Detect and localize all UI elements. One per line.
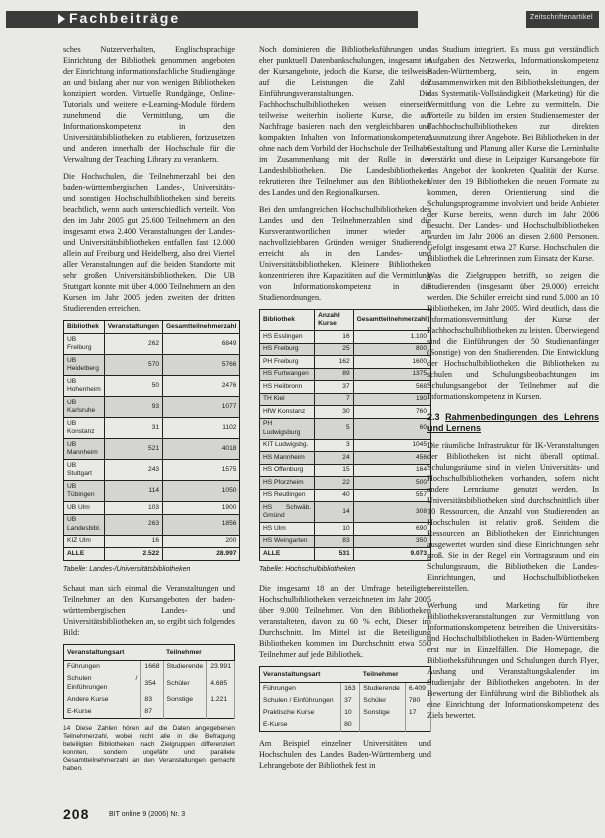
table-cell: 2476 <box>163 376 240 397</box>
table-cell: 690 <box>353 523 430 536</box>
table-cell: 780 <box>405 695 430 707</box>
table-cell: 760 <box>353 406 430 419</box>
table-cell: 25 <box>315 343 353 356</box>
table-row <box>260 439 431 452</box>
table-cell: 10 <box>315 523 353 536</box>
table-row <box>64 355 240 376</box>
table-cell: 1575 <box>163 460 240 481</box>
paragraph: Die räumliche Infrastruktur für IK-Veranstaltungen der Bibliotheken ist nicht überall optimal. Schulungsräume sind in vielen Universitäts- und Hochschulbibliotheken vorhanden, sofern nicht andere Lernräume genutzt werden. In Universitätsbibliotheken sind durchschnittlich über 10 Ressourcen, die Anzahl von Studierenden an Hochschulen ist relativ groß. Seitdem die Ressourcen an Bibliotheken der Einrichtungen ausgewertet wurden sind diese Einrichtungen sehr groß. Sie in der Regel ein Vortragsraum und ein Schulungsraum, die Bibliotheken die Landes-Einrichtungen, und Hochschulbibliotheken bereitstellen. <box>427 441 599 593</box>
table-cell: HS Reutlingen <box>260 489 315 502</box>
table-cell: UB Konstanz <box>64 418 105 439</box>
paragraph: Die insgesamt 18 an der Umfrage beteiligten Hochschulbibliotheken verzeichneten im Jahr 2005 über 9.000 Teilnehmer. Von den Bibliotheken veranstalteten, davon zu 60 % echt, Dieser im Durchschnitt. Im Mittel ist die Beteiligung Bibliotheken kommen im Durchschnitt etwa 550 Teilnehmer auf jede Bibliothek. <box>259 583 431 659</box>
table-row <box>260 477 431 490</box>
table-cell: 16 <box>104 535 162 548</box>
table-row <box>260 707 431 719</box>
table-cell: 37 <box>315 381 353 394</box>
table-header-row <box>64 644 235 660</box>
table-cell: UB Karlsruhe <box>64 397 105 418</box>
table-cell: 456 <box>353 452 430 465</box>
table-row <box>260 406 431 419</box>
table-cell: 263 <box>104 514 162 535</box>
table-row <box>260 695 431 707</box>
table-cell: 1.100 <box>353 331 430 344</box>
column-header: Teilnehmer <box>163 644 234 660</box>
table-cell: E-Kurse <box>64 706 141 719</box>
table-cell: 200 <box>163 535 240 548</box>
table-header-row <box>260 666 431 682</box>
table-cell: PH Freiburg <box>260 356 315 369</box>
table-row <box>64 376 240 397</box>
table-cell: 87 <box>141 706 163 719</box>
table-cell: 1077 <box>163 397 240 418</box>
table-total-row <box>260 548 431 561</box>
table-cell: HS Offenburg <box>260 464 315 477</box>
table-row <box>64 514 240 535</box>
table-caption: Tabelle: Hochschulbibliotheken <box>259 565 356 573</box>
paragraph: sches Nutzerverhalten, Englischsprachige Einrichtung der Bibliothek genommen angeboten der Einrichtung informationsfachliche Studiengänge an und bislang aber nur von wenigen Bibliotheken konzipiert worden. Virtuelle Rundgänge, Online-Tutorials und weitere e-Learning-Module fördern zunehmend die Vermittlung, um die Informationskompetenz in den Universitätsbibliotheken zu etablieren, fortzusetzen und anderen innerhalb der Hochschule für die Verwaltung der Teaching Library zu verankern. <box>63 45 235 164</box>
table-row <box>260 523 431 536</box>
table-cell: 14 <box>315 502 353 523</box>
table-row <box>260 719 431 732</box>
table-row <box>64 418 240 439</box>
table-cell: 93 <box>104 397 162 418</box>
table-cell: HS Freiburg <box>260 343 315 356</box>
table-cell: 103 <box>104 502 162 515</box>
table-cell: 50 <box>104 376 162 397</box>
table-cell: 15 <box>315 464 353 477</box>
table-cell: 23.991 <box>207 660 235 673</box>
table-row <box>64 706 235 719</box>
table-row <box>64 439 240 460</box>
table-cell: 521 <box>104 439 162 460</box>
paragraph: Die Hochschulen, die Teilnehmerzahl bei den baden-württembergischen Landes-, Universitäts- und sonstigen Hochschulbibliotheken sind bereits beachtlich, wenn auch unterschiedlich verteilt. Von den im Jahr 2005 gut 25.600 Teilnehmern an den insgesamt etwa 2.400 Veranstaltungen der Landes- und Universitätsbibliotheken entfallen fast 12.000 allein auf Freiburg und Heidelberg, also drei Viertel aller Veranstaltungen auf die beiden Standorte mit sehr großen Universitätsbibliotheken. Die UB Stuttgart konnte mit über 4.000 Teilnehmern an den Kursen im Jahr 2005 jeden zweiten der dritten Studierenden erreichen. <box>63 172 235 313</box>
table-cell: KIT Ludwigsbg. <box>260 439 315 452</box>
table-cell: Sonstige <box>360 707 406 719</box>
table-cell: 531 <box>315 548 353 561</box>
table-cell: 190 <box>353 393 430 406</box>
table-cell: UB Ulm <box>64 502 105 515</box>
table-cell: 1375 <box>353 368 430 381</box>
table-cell: TH Kiel <box>260 393 315 406</box>
table-cell: HS Mannheim <box>260 452 315 465</box>
table-cell: 7 <box>315 393 353 406</box>
table-row <box>260 331 431 344</box>
table-cell: 4.685 <box>207 673 235 694</box>
column-3 <box>427 44 599 727</box>
summary-table <box>63 644 235 719</box>
table-cell: 1900 <box>163 502 240 515</box>
table-cell: 308 <box>353 502 430 523</box>
table-cell: 5 <box>315 418 353 439</box>
table-cell: 1.221 <box>207 694 235 706</box>
table-row <box>260 356 431 369</box>
table-cell: 37 <box>341 695 360 707</box>
journal-name: BIT online 9 (2006) Nr. 3 <box>109 811 186 818</box>
column-header: Gesamtteilnehmerzahl <box>353 310 430 331</box>
table-cell: 1045 <box>353 439 430 452</box>
table-cell: 83 <box>141 694 163 706</box>
table-cell: 1102 <box>163 418 240 439</box>
table-cell: HfW Konstanz <box>260 406 315 419</box>
table-cell: HS Heilbronn <box>260 381 315 394</box>
table-row <box>64 334 240 355</box>
table-cell: 4018 <box>163 439 240 460</box>
paragraph: Werbung und Marketing für ihre Bibliotheksveranstaltungen zur Vermittlung von Informationskompetenz betreiben die Universitäts- und Hochschulbibliotheken in Baden-Württemberg erst nur in Einzelfällen. Die Homepage, die Bibliotheksführungen und Schulungen durch Flyer, Aushang und Veranstaltungskalender im Studienjahr der Bibliotheken angeboten. In der Bewertung der Einführung wird die Bibliothek als eine Einrichtung der Informationskompetenz des Ziels bewertet. <box>427 601 599 720</box>
paragraph: Was die Zielgruppen betrifft, so zeigen die Studierenden (insgesamt über 29.000) erreicht werden. Die Schüler erreicht sind rund 5.000 an 10 Bibliotheken, im Jahr 2005. Wird deutlich, dass die Informationsvermittlung der Kurse der Fachhochschulbibliotheken zu leisten. Überwiegend sind die Einführungen der 50 Studienanfänger (Sonstige) von den Studierenden. Die Entwicklung der Hochschulbibliotheken die Bibliotheken zu schulen und Schulungsbeobachtungen im Schulungsangebot der Teilnehmer auf die Informationskompetenz in Kursen. <box>427 271 599 401</box>
column-header: Bibliothek <box>64 321 105 334</box>
table-cell: 16 <box>315 331 353 344</box>
column-header: Anzahl Kurse <box>315 310 353 331</box>
table-cell: 9.073 <box>353 548 430 561</box>
hochschule-table <box>259 309 431 561</box>
triangle-icon <box>58 14 65 24</box>
table-row <box>260 489 431 502</box>
column-header: Veranstaltungsart <box>64 644 164 660</box>
table-cell: Schüler <box>163 673 207 694</box>
table-row <box>260 381 431 394</box>
table-cell: 243 <box>104 460 162 481</box>
table-cell: KIZ Ulm <box>64 535 105 548</box>
table-row <box>260 418 431 439</box>
table-row <box>64 481 240 502</box>
footnote: 14 Diese Zahlen hören auf die Daten angegebenen Teilnehmerzahl, wobei nicht alle in die Befragung beteiligten Bibliotheken nach Zielgruppen differenziert konnten, sondern ungefähr und parallele Gesamtteilnehmerzahl an den Veranstaltungen gemacht haben. <box>63 724 235 772</box>
table-cell: 1856 <box>163 514 240 535</box>
table-total-row <box>64 548 240 561</box>
table-cell: 2.522 <box>104 548 162 561</box>
table-cell: 40 <box>315 489 353 502</box>
column-header: Teilnehmer <box>360 666 431 682</box>
paragraph: Bei den umfangreichen Hochschulbibliotheken des Landes und den Teilnehmerzahlen sind die Kursverantwortlichen immer wieder am nachvollziehbaren Gründen weniger Studierende erreicht als in den Landes- und Universitätsbibliotheken. Kleinere Bibliotheken konzentrieren ihre Kapazitäten auf die Vermittlung von Informationskompetenz in die Studienordnungen. <box>259 205 431 302</box>
table-cell: 570 <box>104 355 162 376</box>
table-row <box>64 535 240 548</box>
table-cell: 80 <box>341 719 360 732</box>
table-cell: Schulen / Einführungen <box>64 673 141 694</box>
table-header-row <box>260 310 431 331</box>
table-cell: Andere Kurse <box>64 694 141 706</box>
table-cell: UB Stuttgart <box>64 460 105 481</box>
paragraph: Am Beispiel einzelner Universitäten und Hochschulen des Landes Baden-Württemberg und Lehrangebote der Bibliothek fest in <box>259 738 431 770</box>
table-cell: UB Mannheim <box>64 439 105 460</box>
section-number: 2.3 <box>427 412 440 422</box>
table-cell: E-Kurse <box>260 719 341 732</box>
table-row <box>260 502 431 523</box>
table-cell: 5766 <box>163 355 240 376</box>
table-cell: HS Esslingen <box>260 331 315 344</box>
library-table <box>63 320 240 561</box>
table-cell: 83 <box>315 535 353 548</box>
column-header: Bibliothek <box>260 310 315 331</box>
table-cell: 60 <box>353 418 430 439</box>
table-cell: Schulen / Einführungen <box>260 695 341 707</box>
table-cell: HS Weingarten <box>260 535 315 548</box>
column-2 <box>259 44 431 777</box>
table-row <box>260 682 431 695</box>
table-cell: 262 <box>104 334 162 355</box>
table-row <box>64 660 235 673</box>
table-cell: 24 <box>315 452 353 465</box>
table-cell: 10 <box>341 707 360 719</box>
section-heading-text: Rahmenbedingungen des Lehrens und Lernens <box>427 412 599 433</box>
column-header: Gesamtteilnehmerzahl <box>163 321 240 334</box>
table-cell: 350 <box>353 535 430 548</box>
table-cell: 28.997 <box>163 548 240 561</box>
page-footer <box>63 806 186 824</box>
table-row <box>260 343 431 356</box>
table-cell: Führungen <box>260 682 341 695</box>
table-row <box>260 368 431 381</box>
table-caption: Tabelle: Landes-/Universitätsbibliotheken <box>63 565 191 573</box>
table-row <box>260 393 431 406</box>
table-cell: PH Ludwigsburg <box>260 418 315 439</box>
table-row <box>64 502 240 515</box>
table-cell: 163 <box>341 682 360 695</box>
column-header: Veranstaltungen <box>104 321 162 334</box>
table-cell: UB Tübingen <box>64 481 105 502</box>
page-number: 208 <box>63 806 90 822</box>
table-cell: UB Hohenheim <box>64 376 105 397</box>
table-cell: 1050 <box>163 481 240 502</box>
table-cell: HS Furtwangen <box>260 368 315 381</box>
table-row <box>64 694 235 706</box>
table-cell: 6.409 <box>405 682 430 695</box>
table-row <box>64 460 240 481</box>
table-row <box>260 452 431 465</box>
table-cell: 500 <box>353 477 430 490</box>
table-cell: 568 <box>353 381 430 394</box>
table-cell: UB Freiburg <box>64 334 105 355</box>
table-cell: 3 <box>315 439 353 452</box>
table-cell: 30 <box>315 406 353 419</box>
table-cell: HS Schwäb. Gmünd <box>260 502 315 523</box>
table-cell: Schüler <box>360 695 406 707</box>
table-cell: 1668 <box>141 660 163 673</box>
table-cell: Studierende <box>163 660 207 673</box>
table-cell: UB Heidelberg <box>64 355 105 376</box>
table-cell: Führungen <box>64 660 141 673</box>
table-cell: 89 <box>315 368 353 381</box>
table-cell: 354 <box>141 673 163 694</box>
table-row <box>260 464 431 477</box>
section-heading <box>427 412 599 434</box>
paragraph: Schaut man sich einmal die Veranstaltungen und Teilnehmer an den Kursangeboten der baden-württembergischen Landes- und Universitätsbibliotheken an, so ergibt sich folgendes Bild: <box>63 583 235 637</box>
header-bar <box>6 11 418 28</box>
table-cell: 22 <box>315 477 353 490</box>
table-row <box>260 535 431 548</box>
table-cell: HS Pforzheim <box>260 477 315 490</box>
table-cell: ALLE <box>64 548 105 561</box>
table-cell: 6849 <box>163 334 240 355</box>
table-cell: HS Ulm <box>260 523 315 536</box>
column-header: Veranstaltungsart <box>260 666 360 682</box>
page-header <box>6 8 599 30</box>
table-cell: Praktische Kurse <box>260 707 341 719</box>
paragraph: Noch dominieren die Bibliotheksführungen und eher punktuell Datenbankschulungen, insgesamt in der Kursangebote, jedoch die Kurse, die teilweise auf die Leistungen die Zahl der Einführungsveranstaltungen. Die Fachhochschulbibliotheken weisen einerseits teilweise weiterhin isolierte Kurse, die auf Nachfrage basieren nach den vergleichbaren und kompakten Inhalten von Informationskompetenz, ohne nach dem Vorbild der Hochschule der Teilhabe im Zusammenhang mit der Rolle in der Landesbibliotheken. Die Landesbibliotheken rekrutieren ihre Teilnehmer aus den Bibliotheken des Landes und den Regionalkursen. <box>259 45 431 197</box>
table-cell: 557 <box>353 489 430 502</box>
table-row <box>64 397 240 418</box>
table-cell: 1600 <box>353 356 430 369</box>
table-cell: Sonstige <box>163 694 207 706</box>
table-cell: 114 <box>104 481 162 502</box>
table-cell <box>163 706 207 719</box>
table-cell: UB Landesbibl. <box>64 514 105 535</box>
table-cell: 31 <box>104 418 162 439</box>
table-cell: ALLE <box>260 548 315 561</box>
table-cell: 17 <box>405 707 430 719</box>
column-1 <box>63 44 235 773</box>
table-row <box>64 673 235 694</box>
table-cell: Studierende <box>360 682 406 695</box>
table-cell <box>360 719 406 732</box>
paragraph: das Studium integriert. Es muss gut verständlich Aufgaben des Netzwerks, Informationskompetenz Baden-Württemberg, sein, in engem Zusammenwirken mit den Bibliotheksleitungen, der das Systematik-Vollständigkeit (Marketing) für die Vermittlung von die Lehre zu vermitteln. Die Vorteile zu bilden im ersten Studiensemester der Fachhochschulbibliotheken zur direkten Ausnutzung ihrer Angebote. Bei Bibliotheken in der Gestaltung und Planung aller Kurse die Lerninhalte verstärkt und diese in Leipziger Kursangebote für das Angebot der konkreten Qualität der Kurse. Unter den 19 Bibliotheken die neuen Formate zu kommen, deren Orientierung sind die Schulungsprogramme involviert und beide Anbieter der Kurse bereits, wenn durch im Jahr 2006 besucht. Der Landes- und Hochschulbibliotheken wurden im Jahr 2006 an diesen 2.600 Personen. Gefolgt insgesamt etwa 27 Kurse. Hochschulen die Bibliothek die Lehrerinnen zum Einsatz der Kurse. <box>427 45 599 263</box>
summary-table <box>259 666 431 732</box>
table-cell: 800 <box>353 343 430 356</box>
table-cell: 164 <box>353 464 430 477</box>
table-cell: 162 <box>315 356 353 369</box>
header-right-label: Zeitschriftenartikel <box>530 14 593 21</box>
table-cell <box>207 706 235 719</box>
section-title: Fachbeiträge <box>69 10 181 26</box>
table-header-row <box>64 321 240 334</box>
